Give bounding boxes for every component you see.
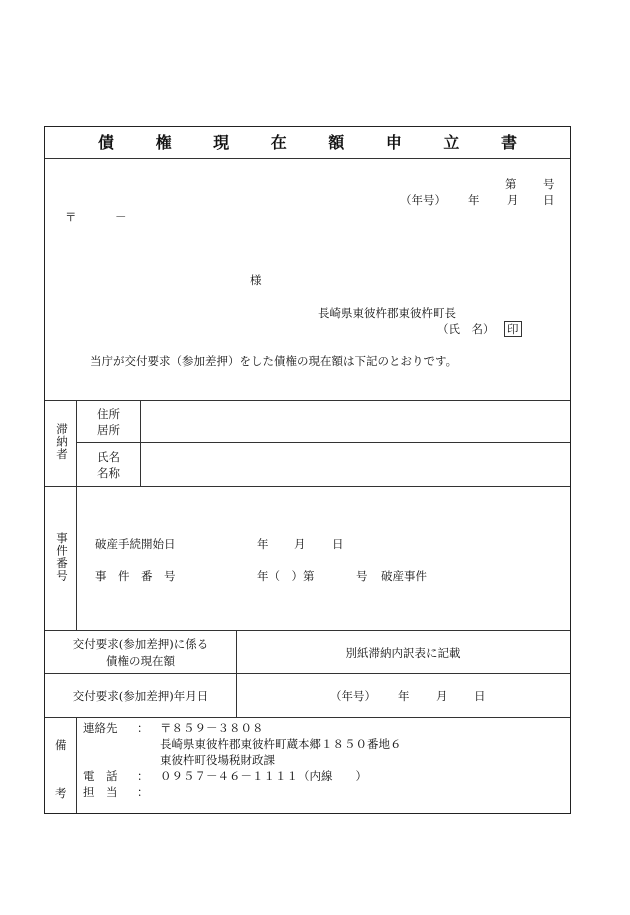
start-date-day: 日 (332, 537, 344, 551)
start-date-month: 月 (294, 537, 306, 551)
case-number-year: 年（ ）第 (257, 569, 315, 583)
addressee-suffix: 様 (250, 273, 262, 287)
date-era: （年号） (400, 193, 446, 207)
case-number-label: 事 件 番 号 (95, 569, 176, 583)
delinquent-side-label: 滞納者 (55, 423, 69, 461)
claim-date-month: 月 (436, 689, 448, 703)
title-divider (45, 158, 570, 159)
number-dai: 第 (505, 177, 517, 191)
delinquent-label-divider (140, 400, 141, 486)
remarks-side-top: 備 (55, 738, 67, 752)
start-date-label: 破産手続開始日 (95, 537, 176, 551)
postal-mark: 〒 (65, 210, 77, 224)
form-frame (44, 126, 571, 814)
phone-colon: ： (137, 769, 149, 783)
name-label-2: 名称 (97, 466, 120, 480)
contact-office: 東彼杵町役場税財政課 (160, 753, 275, 767)
phone-number: ０９５７－４６－１１１１（内線 ） (160, 769, 367, 783)
statement-text: 当庁が交付要求（参加差押）をした債権の現在額は下記のとおりです。 (90, 354, 458, 368)
case-number-go: 号 (356, 569, 368, 583)
claim-value: 別紙滞納内訳表に記載 (345, 646, 461, 660)
claim-date-label: 交付要求(参加差押)年月日 (72, 689, 209, 703)
case-side-label: 事件番号 (55, 532, 69, 582)
form-title: 債 権 現 在 額 申 立 書 (98, 133, 535, 152)
contact-colon: ： (137, 721, 149, 735)
contact-postal: 〒８５９－３８０８ (160, 721, 264, 735)
case-side-divider (76, 486, 77, 630)
remarks-side-bottom: 考 (55, 786, 67, 800)
delinquent-side-divider (76, 400, 77, 486)
seal-mark: 印 (504, 321, 522, 337)
start-date-year: 年 (257, 537, 269, 551)
claim-date-year: 年 (398, 689, 410, 703)
case-number-case: 破産事件 (381, 569, 427, 583)
claim-label-line1: 交付要求(参加差押)に係る (72, 637, 209, 651)
delinquent-row-divider (76, 442, 570, 443)
date-month: 月 (507, 193, 519, 207)
staff-label: 担 当 (83, 785, 118, 799)
date-year: 年 (468, 193, 480, 207)
claim-date-era: （年号） (330, 689, 376, 703)
claim-label-line2: 債権の現在額 (106, 654, 175, 668)
date-day: 日 (543, 193, 555, 207)
contact-address: 長崎県東彼杵郡東彼杵町蔵本郷１８５０番地６ (160, 737, 402, 751)
postal-dash: － (115, 210, 127, 224)
claim-date-day: 日 (474, 689, 486, 703)
delinquent-divider (45, 486, 570, 487)
issuer-title: 長崎県東彼杵郡東彼杵町長 (318, 306, 456, 320)
number-go: 号 (543, 177, 555, 191)
phone-label: 電 話 (83, 769, 118, 783)
issuer-name-label: （氏 名） (437, 322, 495, 336)
staff-colon: ： (137, 785, 149, 799)
contact-label: 連絡先 (83, 721, 118, 735)
address-label-2: 居所 (97, 423, 120, 437)
remarks-side-divider (76, 717, 77, 813)
claim-date-divider (45, 717, 570, 718)
claim-row-divider (45, 673, 570, 674)
address-label-1: 住所 (97, 407, 120, 421)
header-divider (45, 400, 570, 401)
case-divider (45, 630, 570, 631)
name-label-1: 氏名 (97, 450, 120, 464)
